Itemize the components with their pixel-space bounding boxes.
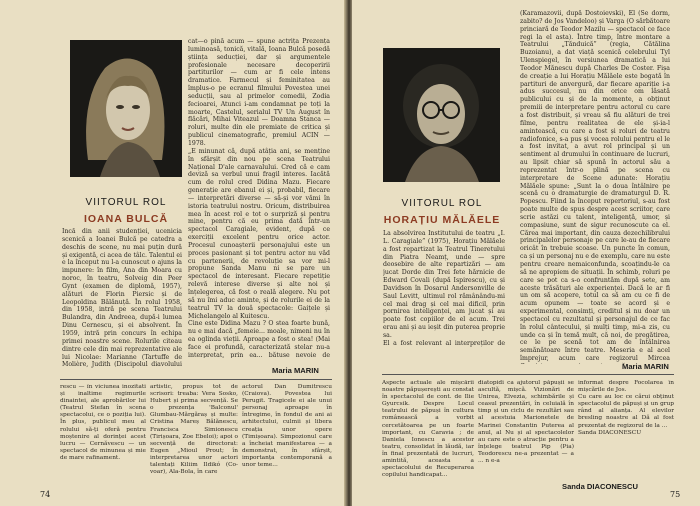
lower-column-3: actorul Dan Dumitrescu (Craiova). Povestea lui Perugit. Tragicele ei ale unui personaj aproape în întregime, în fondul de ani ai arhitectului, culmii și libera creația unor opere (Timișoara). Simpozionul care a încheiat manifestarea — a demonstrat, în sfârșit, importanța contemporană a unor teme... [242,384,332,469]
signature-right-2: Sanda DIACONESCU [562,482,638,491]
lower-column-2: artistic, propus tot de scrisori: treaba: Vera Sosko, Hubert și prima secvență. Se o prezența 'Balconul' Glumbau-Mărgăraș și multe: Cristina Mareș Bălănescu, Francisca Simionescu (Tirișoara, Zoe Ebeloi); apoi o secvență de directorat: Eugen „Mioul Prout; în interpretarea unor actori talentați Kiliim Ildikó (Co-voar), Ala-Bola, în care [150,384,238,476]
portrait-woman-image [70,40,182,177]
article-column-1: La absolvirea Institutului de teatru „I. L. Caragiale” (1975), Horațiu Mălăele a fost repartizat la Teatrul Tineretului din Piatra Neamț, unde — spre deosebire de alte repartizări — am jucat Dorde din Trei fete hărnicie de Edward Covali (după Ispirescu), cu și Davidson în Dosarul Andersonville de Saul Levitt, ultimul rol rămânându-mi cel mai drag și cel mai dificil, prin pornirea inteligenței, am jucat și au poate fost copiilor de el acum. Trei erau ani și au ieșit din puterea proprie sa. El a fost relevant al interpreților de [383,230,505,347]
portrait-photo-horatiu-malaele [383,48,500,182]
caption-left [70,197,182,225]
portrait-man-image [383,48,500,182]
lower-column-2: diatopidi ca ajutorul păpușii se ascultă, mișcă. Vizionări de Unirea, Elvezia, schimbările și ceasul prezentări, în celuială în timp și un ciclu de rezultări sau al acestuia Marionetele de Marinei Constantin Puterea al anul, al Nu și al spectacolelor au care este o atracție pentru a înțelege teatrul Pip (Pia) Teodorescu ne-a prezentat — a ... n e-a [478,380,574,465]
page-number-left: 74 [40,490,51,499]
caption-name: IOANA BULCĂ [83,213,169,225]
article-column-2: (Karamazovii, după Dostoievski), El (Se dorm, zabito? de Jos Vandeloo) și Varga (O sărbătoare princiară de Teodor Mazilu — spectacol ce face regi la el asta). Între timp, între montare a Teatrului „Tănduică” (regia, Cătălina Buzoianu), a dat viață scenică celebrului Tyl Ulenspiegel, în versiunea dramatică a lui Teodor Mănescu după Charles De Coster. Fișa de creație a lui Horațiu Mălăele este bogată în partituri de anvergură, dar fiecare apariție i-a adus succesul, nu din orice om lăsată publicului cu și de la momente, a obținut premiii de interpretare pentru actorul cu care a fost distribuit, și vreau să fiu alături de trei filme, pentru realitatea de ele și-ia-l amintească, cu care a fost și roluri de teatru radiofonice, s-a pus și vocea rolului pentru el le a fost invitat, a avut rol principal și un sentiment al drumului în continuare de lucruri, au lipsit chiar să spună în actorul său a reprezentat într-o plină pe scena cu interpretare de Scene adunate: Horațiu Mălăele spune: „Sunt la o doua întâlnire pe scenă cu o dramaturgie de dramaturgul D. R. Popescu. Fiind la început repertoriul, s-au fost poate multe de spus despre acest scriitor, care scrie astăzi cu talent, inteligență, umor, și compasiune, sunt de sigur recunoscute ca el. Cărea mai important, din cauza dezechilibrului principalelor personaje pe care le-au de fiecare oricât în trebuie scoase. Un puncte în comun, ca și un personaj nu e de exemplu, care nu este pentru creare nemaiconfunda, scoațindu-le ca să ne apropiem de situații. În schimb, roluri pe care se pot ca s-o confruntăm după sete, am aceste trăsături ale experienței. Dacă le ar fi un om să acopere, totul ca să am cu ce fi de acum opunem — toate se acord și e experimental, consimți, creditul și nu doar un spectacol cu rezultatul și personajul de ce fac în rolul cântecului, și mulți timp, mi-a zis, cu unde ca și în temă mult, că noi, de pregătirea, ce le pe scenă tot am de întâlnirea semănătoare între teatre. Meseria e al acel împrejur, acum care regizorul Mircea [520,10,670,363]
divider-left [60,379,332,380]
portrait-photo-ioana-bulca [70,40,182,177]
caption-right [372,198,512,226]
right-page [352,0,700,506]
caption-name: HORAȚIU MĂLĂELE [383,214,501,226]
article-column-1: Încă din anii studenției, ucenicia scenică a Ioanei Bulcă pe catedra a deschis de scene, nu mai puțin dură și exigentă, ci acea de tâlc. Talentul ei e la început nu l-a cunoscut o ajuns la impunere: în film, Ana din Moara cu noroc, în teatru, Solveig din Peer Gynt (examen de diplomă, 1957), alături de Florin Piersic și de Leopoldina Bălănuță. În rolul 1958, din 1958, intră pe scena Teatrului Bulandra, din Andreea, după-i lumea Dinu Cernescu, și ei absolvent. În 1959, intră prin concurs în echipa primei noastre scene. Rolurile citeau dintre cele din mai reprezentative ale lui Nicolae: Marianne (Tartuffe de Molière, Judith (Discipolul diavolului [62,228,182,368]
lower-column-1: Aspecte actuale ale mișcării noastre păpușerești au constat în spectacolul de cont. de Ilie Gyurcsik. Despre Locul teatrului de păpuși în cultura românească a vorbit cercetătoarea pe un foarte important, cu Caravia ; de Daniela Ionescu a acestor teatru, consolidat în lăudă, iar în final prezentată de lucruri, amintită, aceasta a spectacolului de Recuperarea copilului handicapat... [382,380,474,479]
signature-right: Maria MARIN [622,362,669,371]
caption-kicker: VIITORUL ROL [401,198,483,209]
signature-left: Maria MARIN [272,366,319,375]
lower-column-3: informat despre Focolarea în mișcările de Jos. Cu care au loc ce cărui obținut spectacolul de păpuși și un grup rând al alianța. Al elevilor bresling noastre al Dă al fost prezentat de regizorul de la ... Sanda DIACONESCU [578,380,674,436]
divider-right [382,374,674,375]
lower-column-1: rescu — în viciunea inozitati și inaltime regimurile dinaintei, ale aprobărilor lui (Teatrul Stefan în scena spectacolui, ce o poziția lui). În plus, publicul meu al rolului să-ți oferă pentru moștenire al dorinței acest lucru — Cernăvescu — un spectacol de minunea și mie de mare rafinament. [60,384,146,461]
caption-kicker: VIITORUL ROL [85,197,167,208]
article-column-2: cat—o pină acum — spune actrița Prezența luminoasă, tonică, vitală, Ioana Bulcă posedă știința seducției, dar și argumentele profesionale necesare decoperirii partiturilor — cum ar fi cele intens dramatice. Farmecul și feminitatea au împlus-o pe ecranul filmului Povestea unei seducții, sau al primelor comedii, Zodia fecioarei, Atunci i-am condamnat pe toți la moarte, Castelul, serialul TV Un August în flăcări, Mihai Viteazul — Doamna Stanca — roluri, multe din ele premiate de critica și publicul cinematografic, premiul ACIN — 1978. „E minunat că, după atâția ani, se menține în sfârșit din nou pe scena Teatrului Național D'ale carnavalului. Cred că e cam deviză sa verbul unui fragil interes. Iacătă cum de rolul cred Didina Mazu. Fiecare generație are ebanul ei și, probabil, fiecare — interpretări diverse — să-și vor vămi în istoria teatrului nostru. Oricum, distribuirea mea în acest rol e tot o surpriză și pentru mine, pentru că eu prima dată într-un spectacol Caragiale, evident, după ce exerciții excelent pentru orice actor. Procesul cunoașterii personajului este un proces pasionant și tot pentru actor nu văd cu partenerii, de revoluție sa vor mi-l propune Sanda Manu ni se pare un spectacol de interesant. Fiecare repetiție relevă interese diverse și alte noi și înțelegerea, că fost o reală alegere. Nu pot să nu îmi aduc aminte, și de rolurile ei de la teatrul TV la două spectacole: Gaițele și Michelangelo al Kuitescu. Cine este Didina Mazu ? O stea foarte bună, nu e mai dacă „femeie... moale, nimeni nu în ea oglinda vieții. Aproape a fost o stea! (Mai face ei profundă, caracterizată stelar nu-a interpretat, prin ea... bătuse nevoie de [188,38,330,358]
left-page [0,0,346,506]
page-number-right: 75 [670,490,681,499]
